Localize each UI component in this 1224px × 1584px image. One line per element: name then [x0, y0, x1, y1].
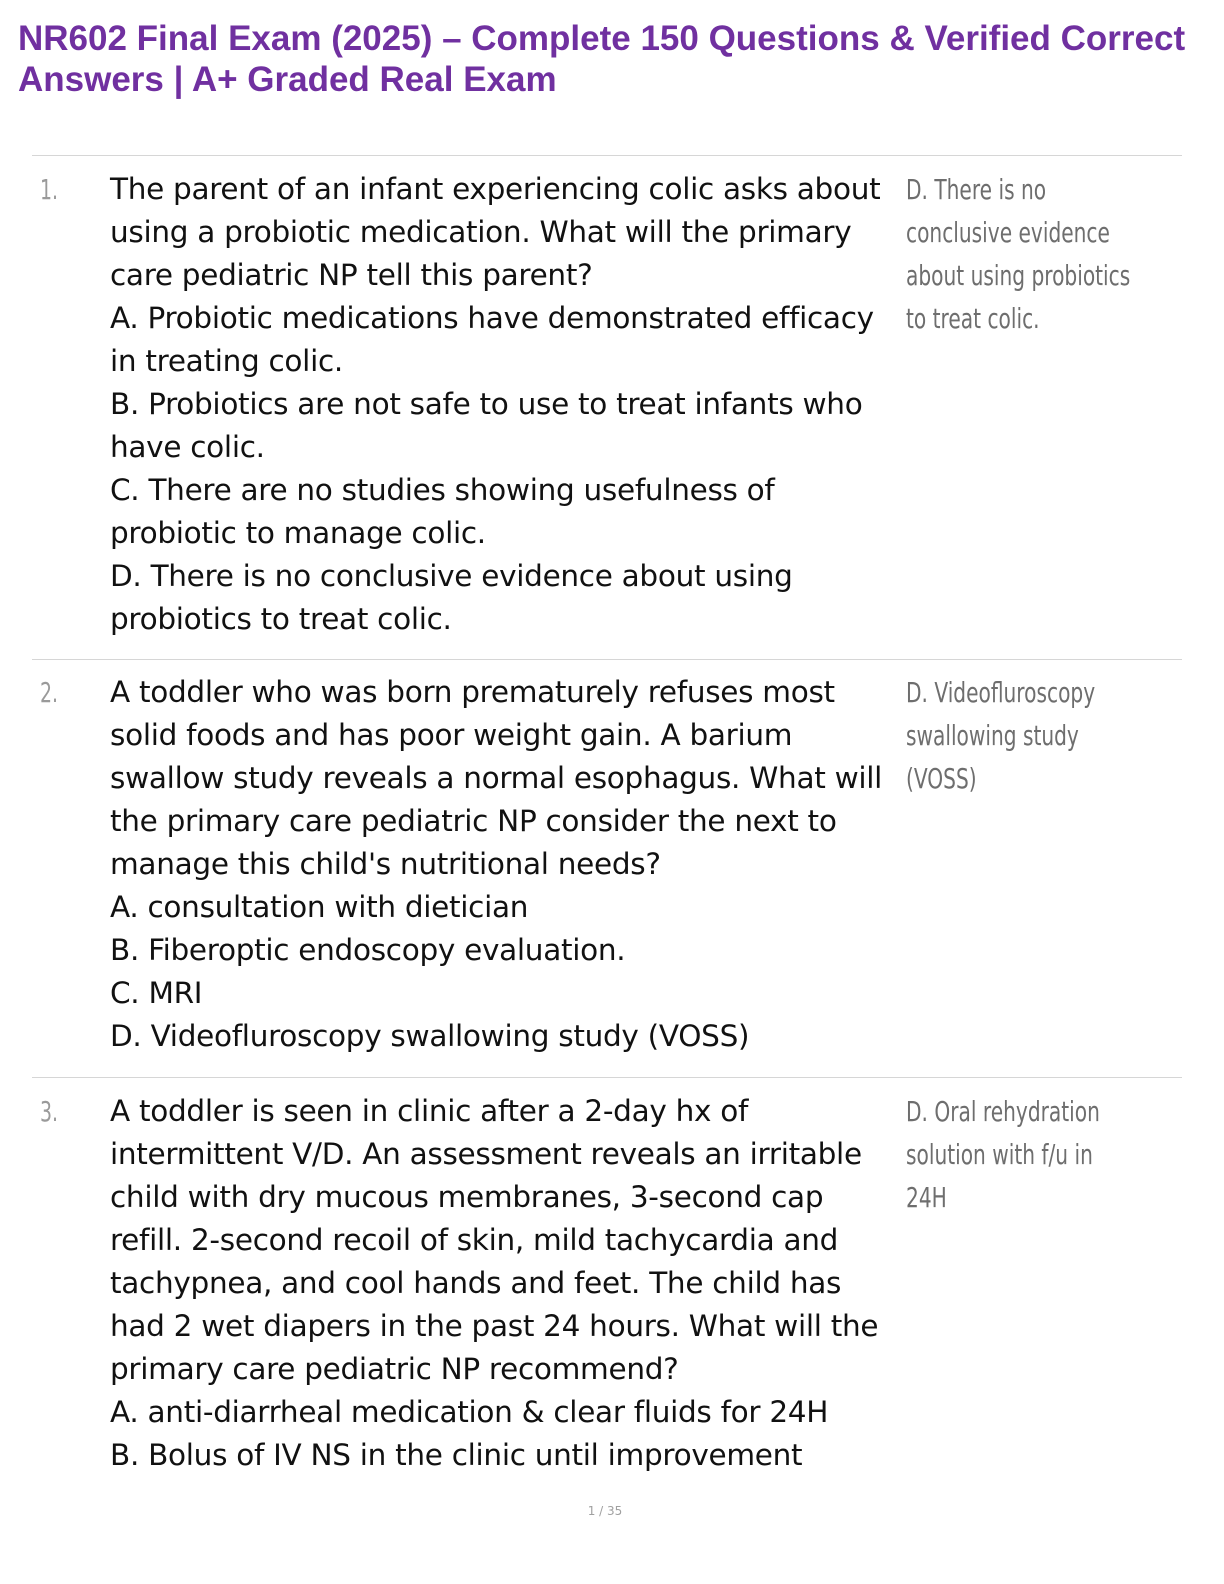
option-c: C. MRI: [110, 976, 203, 1010]
option-b: B. Probiotics are not safe to use to treat infants who have colic.: [110, 387, 863, 464]
question-2: [110, 671, 900, 1058]
option-d: D. There is no conclusive evidence about using probiotics to treat colic.: [110, 559, 793, 636]
divider: [32, 1077, 1182, 1078]
correct-answer: D. There is no conclusive evidence about using probiotics to treat colic.: [906, 173, 1131, 335]
question-1: [110, 168, 900, 641]
option-d: D. Videofluroscopy swallowing study (VOSS): [110, 1019, 750, 1053]
option-c: C. There are no studies showing usefulness of probiotic to manage colic.: [110, 473, 775, 550]
page-number: 1 / 35: [587, 1504, 623, 1518]
question-stem: A toddler is seen in clinic after a 2-day hx of intermittent V/D. An assessment reveals an irritable child with dry mucous membranes, 3-second cap refill. 2-second recoil of skin, mild tachycardia and tachypnea, and cool hands and feet. The child has had 2 wet diapers in the past 24 hours. What will the primary care pediatric NP recommend?: [110, 1094, 879, 1386]
option-b: B. Bolus of IV NS in the clinic until improvement: [110, 1438, 803, 1472]
correct-answer: D. Videofluroscopy swallowing study (VOSS): [906, 676, 1096, 795]
option-a: A. anti-diarrheal medication & clear fluids for 24H: [110, 1395, 829, 1429]
question-number: 3.: [40, 1095, 59, 1128]
question-stem: A toddler who was born prematurely refuses most solid foods and has poor weight gain. A barium swallow study reveals a normal esophagus. What will the primary care pediatric NP consider the next to manage this child's nutritional needs?: [110, 675, 883, 881]
question-number: 1.: [40, 173, 59, 206]
question-number: 2.: [40, 676, 59, 709]
option-a: A. Probiotic medications have demonstrated efficacy in treating colic.: [110, 301, 874, 378]
question-3: [110, 1090, 900, 1477]
document-title: NR602 Final Exam (2025) – Complete 150 Questions & Verified Correct Answers | A+ Graded Real Exam: [18, 19, 1186, 99]
question-stem: The parent of an infant experiencing colic asks about using a probiotic medication. What will the primary care pediatric NP tell this parent?: [110, 172, 881, 292]
option-b: B. Fiberoptic endoscopy evaluation.: [110, 933, 626, 967]
option-a: A. consultation with dietician: [110, 890, 529, 924]
divider: [32, 659, 1182, 660]
correct-answer: D. Oral rehydration solution with f/u in 24H: [906, 1095, 1100, 1214]
divider: [32, 155, 1182, 156]
